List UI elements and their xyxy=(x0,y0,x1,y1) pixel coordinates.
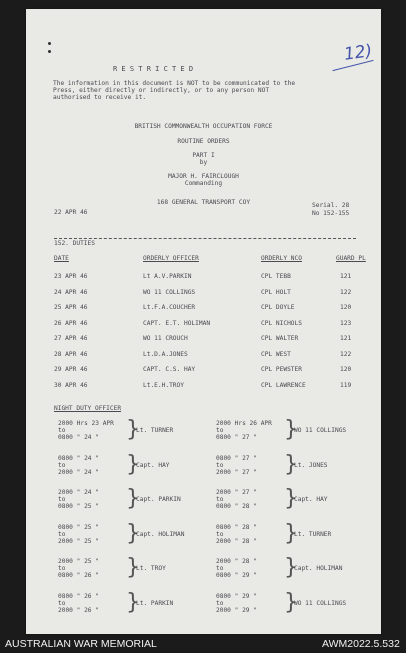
row-date: 23 APR 46 xyxy=(54,273,88,280)
row-orderly-officer: CAPT. C.S. HAY xyxy=(143,366,196,373)
row-orderly-nco: CPL PEWSTER xyxy=(261,366,302,373)
night-duty-officer: Lt. TURNER xyxy=(294,530,332,538)
row-guard-platoon: 122 xyxy=(340,350,352,358)
punch-hole xyxy=(48,42,51,45)
col-header-orderly-officer: ORDERLY OFFICER xyxy=(143,255,199,262)
brace-mark: } xyxy=(284,486,298,511)
night-duty-time: 2000 " 24 " xyxy=(58,489,99,496)
row-orderly-officer: Lt A.V.PARKIN xyxy=(143,273,192,280)
row-orderly-nco: CPL NICHOLS xyxy=(261,319,302,327)
night-duty-time: 0800 " 25 " xyxy=(58,523,99,531)
night-duty-officer: Lt. TURNER xyxy=(136,427,174,434)
row-orderly-nco: CPL LAWRENCE xyxy=(261,381,306,389)
night-duty-officer: Capt. HAY xyxy=(136,461,170,469)
row-orderly-officer: WO 11 CROUCH xyxy=(143,335,188,342)
row-date: 28 APR 46 xyxy=(54,350,88,358)
night-duty-time: 0800 " 28 " xyxy=(216,523,257,531)
unit-name: 168 GENERAL TRANSPORT COY xyxy=(156,199,251,206)
night-duty-officer: Capt. HOLIMAN xyxy=(294,565,343,572)
accession-number: AWM2022.5.532 xyxy=(322,638,400,650)
row-orderly-officer: CAPT. E.T. HOLIMAN xyxy=(143,319,211,327)
row-date: 25 APR 46 xyxy=(54,304,88,311)
night-duty-officer: Lt. TROY xyxy=(136,565,166,572)
night-duty-time: 2000 " 25 " xyxy=(58,537,99,545)
col-header-guard-pl: GUARD PL xyxy=(336,255,366,262)
night-duty-time: to xyxy=(58,565,66,572)
night-duty-time: 2000 " 28 " xyxy=(216,558,257,565)
row-orderly-nco: CPL DOYLE xyxy=(261,304,295,311)
night-duty-time: to xyxy=(216,427,224,434)
night-duty-time: 0800 " 26 " xyxy=(58,592,99,600)
night-duty-officer: Capt. HOLIMAN xyxy=(136,530,185,538)
row-guard-platoon: 121 xyxy=(340,335,352,342)
night-duty-time: to xyxy=(216,530,224,538)
night-duty-time: 0800 " 29 " xyxy=(216,572,257,579)
row-date: 27 APR 46 xyxy=(54,335,88,342)
night-duty-time: 0800 " 28 " xyxy=(216,503,257,510)
night-duty-time: 2000 " 25 " xyxy=(58,558,99,565)
document-date: 22 APR 46 xyxy=(54,209,88,216)
brace-mark: } xyxy=(284,451,298,477)
night-duty-time: 2000 " 26 " xyxy=(58,606,99,614)
source-caption: AUSTRALIAN WAR MEMORIAL xyxy=(5,638,157,650)
night-duty-officer: Lt. PARKIN xyxy=(136,599,174,607)
row-guard-platoon: 120 xyxy=(340,366,352,373)
night-duty-time: to xyxy=(58,496,66,503)
night-duty-officer: WO 11 COLLINGS xyxy=(294,427,347,434)
row-date: 24 APR 46 xyxy=(54,288,88,296)
col-header-date: DATE xyxy=(54,255,69,262)
row-date: 29 APR 46 xyxy=(54,366,88,373)
brace-mark: } xyxy=(126,555,140,580)
commanding-officer: MAJOR H. FAIRCLOUGH xyxy=(168,173,239,180)
brace-mark: } xyxy=(126,451,140,477)
row-orderly-nco: CPL TEBB xyxy=(261,273,291,280)
row-guard-platoon: 123 xyxy=(340,319,352,327)
night-duty-time: 0800 " 27 " xyxy=(216,454,257,462)
night-duty-officer: Capt. PARKIN xyxy=(136,496,181,503)
warning-line-1: The information in this document is NOT to be communicated to the xyxy=(53,80,296,87)
row-guard-platoon: 119 xyxy=(340,381,352,389)
row-date: 30 APR 46 xyxy=(54,381,88,389)
night-duty-time: 0800 " 26 " xyxy=(58,572,99,579)
night-duty-time: 2000 " 24 " xyxy=(58,468,99,476)
night-duty-time: to xyxy=(216,565,224,572)
classification-heading: R E S T R I C T E D xyxy=(113,65,194,73)
punch-hole xyxy=(48,50,51,53)
brace-mark: } xyxy=(126,486,140,511)
row-guard-platoon: 122 xyxy=(340,288,352,296)
brace-mark: } xyxy=(126,589,140,615)
night-duty-time: to xyxy=(58,599,66,607)
brace-mark: } xyxy=(284,417,298,442)
row-orderly-nco: CPL WEST xyxy=(261,350,291,358)
row-orderly-nco: CPL HOLT xyxy=(261,288,291,296)
night-duty-time: 2000 " 27 " xyxy=(216,489,257,496)
night-duty-title: NIGHT DUTY OFFICER xyxy=(54,405,122,412)
part-label: PART I xyxy=(192,152,215,159)
serial-number: Serial. 28 xyxy=(312,202,350,209)
night-duty-officer: Capt. HAY xyxy=(294,496,328,503)
by-label: by xyxy=(199,159,208,166)
commanding-label: Commanding xyxy=(184,180,223,187)
duties-section-title: 152. DUTIES xyxy=(54,240,95,247)
col-header-orderly-nco: ORDERLY NCO xyxy=(261,255,302,262)
night-duty-time: to xyxy=(58,461,66,469)
force-title: BRITISH COMMONWEALTH OCCUPATION FORCE xyxy=(134,123,273,130)
brace-mark: } xyxy=(284,520,298,546)
separator-line xyxy=(54,238,356,239)
row-orderly-officer: Lt.E.H.TROY xyxy=(143,381,184,389)
row-orderly-officer: WO 11 COLLINGS xyxy=(143,288,196,296)
brace-mark: } xyxy=(284,589,298,615)
night-duty-time: to xyxy=(216,599,224,607)
handwritten-number: 12) xyxy=(342,41,374,65)
night-duty-time: 2000 " 29 " xyxy=(216,606,257,614)
row-orderly-officer: Lt.D.A.JONES xyxy=(143,350,188,358)
warning-line-3: authorised to receive it. xyxy=(53,94,147,101)
night-duty-time: 0800 " 25 " xyxy=(58,503,99,510)
row-guard-platoon: 121 xyxy=(340,273,352,280)
night-duty-time: to xyxy=(216,461,224,469)
night-duty-officer: WO 11 COLLINGS xyxy=(294,599,347,607)
night-duty-time: 2000 " 28 " xyxy=(216,537,257,545)
night-duty-time: 0800 " 27 " xyxy=(216,434,257,441)
night-duty-time: 2000 " 27 " xyxy=(216,468,257,476)
warning-line-2: Press, either directly or indirectly, or to any person NOT xyxy=(53,87,270,94)
night-duty-officer: Lt. JONES xyxy=(294,461,328,469)
night-duty-time: 2000 Hrs 23 APR xyxy=(58,420,114,427)
row-orderly-officer: Lt.F.A.COUCHER xyxy=(143,304,196,311)
night-duty-time: to xyxy=(58,427,66,434)
night-duty-time: 2000 Hrs 26 APR xyxy=(216,420,272,427)
brace-mark: } xyxy=(284,555,298,580)
document-type: ROUTINE ORDERS xyxy=(177,138,230,145)
row-date: 26 APR 46 xyxy=(54,319,88,327)
night-duty-time: to xyxy=(58,530,66,538)
row-guard-platoon: 120 xyxy=(340,304,352,311)
night-duty-time: 0800 " 24 " xyxy=(58,434,99,441)
brace-mark: } xyxy=(126,417,140,442)
night-duty-time: 0800 " 29 " xyxy=(216,592,257,600)
order-range: No 152-155 xyxy=(312,210,350,217)
document-page xyxy=(26,9,381,634)
row-orderly-nco: CPL WALTER xyxy=(261,335,299,342)
brace-mark: } xyxy=(126,520,140,546)
night-duty-time: 0800 " 24 " xyxy=(58,454,99,462)
night-duty-time: to xyxy=(216,496,224,503)
